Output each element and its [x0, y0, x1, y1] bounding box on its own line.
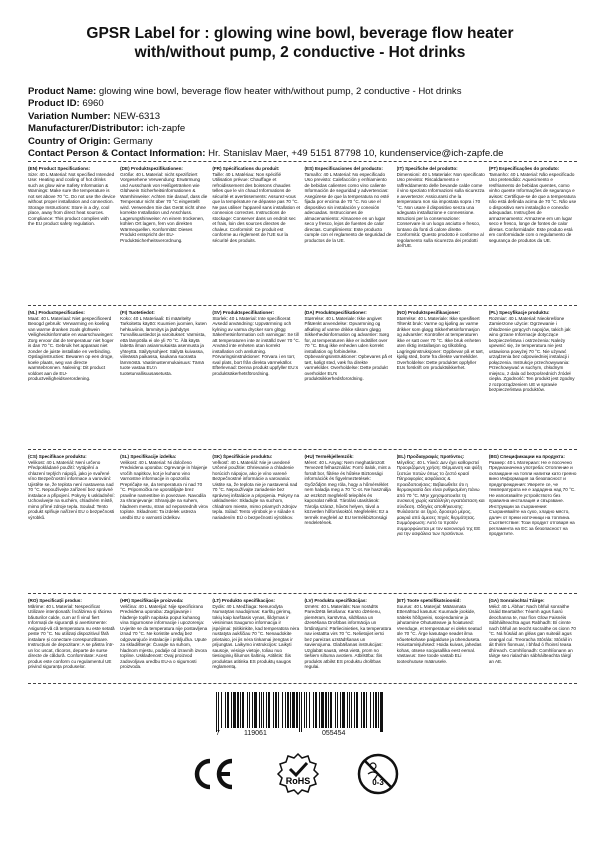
svg-text:0-3: 0-3 [372, 778, 384, 787]
spec-block-hr [120, 598, 208, 734]
spec-heading: (ES) Especificaciones del producto: [304, 166, 383, 171]
barcode-bar [216, 692, 217, 732]
spec-block-en [28, 166, 116, 302]
info-contact [28, 148, 588, 160]
spec-heading: (DE) Produktspezifikationen: [120, 166, 183, 171]
barcode-bar [321, 692, 324, 728]
barcode-bar [254, 692, 257, 728]
product-info [28, 86, 588, 160]
page-title: GPSR Label for : glowing wine bowl, beverage flow heater with/without pump, 2 conductive - Hot drinks [86, 25, 514, 61]
barcode-bar [292, 692, 295, 728]
spec-heading: (PL) Specyfikacje produktu: [488, 310, 550, 315]
barcode-bar [259, 692, 260, 728]
spec-row-1 [28, 166, 577, 302]
spec-heading: (EN) Product Specifications: [28, 166, 91, 171]
barcode-bar [266, 692, 267, 728]
spec-text: Størrelse: 40 L Materiale: Ikke angivet Påtænkt anvendelse: Opvarmning og afkøling af varme drikke såsom gløgg Sikkerhedsinformation og advarsler: Sørg for, at temperaturen ikke er indstillet over 70 °C. Brug ikke enheden uden korrekt installation og forbindelse. Opbevaringsinstruktioner: Opbevares på et tørt, køligt sted, væk fra direkte varmekilder. Overholdelse: Dette produkt overholder EU's produktsikkerhedsforordning. [304, 315, 393, 381]
spec-heading: (IT) Specifiche del prodotto: [396, 166, 458, 171]
spec-text: Suurus: 40 L Materjal: Määramata Ettenähtud kasutus: Kuumade jookide, näiteks hõõgveini, soojendamine ja jahutamine Ohutusteave ja hoiatused: Veenduge, et temperatuur ei oleks seatud üle 70 °C. Ärge kasutage seadet ilma nõuetekohase paigalduse ja ühenduseta. Hoiustamisjuhised: Hoida kuivas, jahedas kohas, otsese soojusallika eest eemal. Vastavus: See toode vastab ELi tooteohutuse määrusele. [396, 603, 482, 664]
barcode-bar [247, 692, 248, 728]
spec-text: Velikost: 40 L Materiál: Není určeno Předpokládané použití: Vytápění a chlazení teplých nápojů, jako je svařené víno Bezpečnostní informace a varování: Ujistěte se, že teplota není nastavena nad 70 °C. Nepoužívejte zařízení bez správné instalace a připojení. Pokyny k uskladnění: Uchovávejte na suchém, chladném místě, mimo přímé zdroje tepla. Soulad: Tento produkt splňuje nařízení EU o bezpečnosti výrobků. [28, 459, 115, 520]
spec-heading: (LV) Produkta specifikācijas: [304, 598, 367, 603]
spec-block-et [397, 598, 485, 734]
spec-text: Maat: 40 L Materiaal: Niet gespecificeerd Beoogd gebruik: Verwarming en koeling van warme dranken zoals glühwein Veiligheidsinformatie en waarschuwingen: Zorg ervoor dat de temperatuur niet hoger is dan 70 °C. Gebruik het apparaat niet zonder de juiste installatie en verbinding. Opslaginstructies: Bewaren op een droge, koele plaats, weg van directe warmtebronnen. Naleving: Dit product voldoet aan de EU-productveiligheidsverordening. [28, 315, 114, 381]
spec-heading: (LT) Produkto specifikacijos: [212, 598, 276, 603]
barcode-bar [227, 692, 229, 728]
spec-block-sl [120, 454, 208, 590]
barcode-bar [249, 692, 250, 728]
barcode-bar [354, 692, 355, 728]
spec-block-da [304, 310, 392, 446]
info-variation-number [28, 111, 588, 123]
spec-text: Taille: 40 L Matériau: Non spécifié Utilisation prévue: Chauffage et refroidissement des boissons chaudes telles que le vin chaud Informations de sécurité et avertissements: Assurez-vous que la température ne dépasse pas 70 °C. Ne pas utiliser l'appareil sans installation et connexion correctes. Instructions de stockage: Conserver dans un endroit sec et frais, loin des sources directes de chaleur. Conformité: Ce produit est conforme au règlement de l'UE sur la sécurité des produits. [212, 171, 301, 243]
info-key: Country of Origin: [28, 135, 111, 147]
spec-heading: (GA) Sonraíochtaí Táirge: [488, 598, 545, 603]
barcode-bar [309, 692, 310, 728]
spec-heading: (HU) Termékjellemzők: [304, 454, 354, 459]
barcode-digits [210, 730, 390, 740]
barcode-bar [363, 692, 365, 728]
barcode-bar [233, 692, 236, 728]
barcode-bar [237, 692, 239, 728]
spec-text: Méret: 40 L Anyag: Nem meghatározott Tervezett felhasználás: Forró italok, mint a forralt bor, fűtése és hűtése Biztonsági információk és figyelmeztetések: Győződjön meg róla, hogy a hőmérséklet nem haladja meg a 70 °C-ot. Ne használja az eszközt megfelelő telepítés és kapcsolat nélkül. Tárolási utasítások: Tárolja száraz, hűvös helyen, távol a közvetlen hőforrásoktól. Megfelelés: Ez a termék megfelel az EU termékbiztonsági rendeletének. [304, 459, 391, 525]
barcode-bar [337, 692, 338, 728]
spec-text: Размер: 40 L Материал: Не е посочено Предназначена употреба: Отопление и охлаждане на топли напитки като греяно вино Информация за безопасност и предупреждения: Уверете се, че температурата не е зададена над 70 °C. Не използвайте устройството без правилна инсталация и свързване. Инструкции за съхранение: Съхранявайте на сухо, хладно място, далеч от преки източници на топлина. Съответствие: Този продукт отговаря на регламента на ЕС за безопасност на продуктите. [488, 459, 577, 536]
barcode-bar [306, 692, 307, 728]
barcode-bar [301, 692, 302, 732]
barcode-bar [340, 692, 341, 728]
barcode-bar [375, 692, 377, 728]
barcode-bar [361, 692, 362, 728]
spec-heading: (PT) Especificações do produto: [488, 166, 560, 171]
barcode-bar [315, 692, 317, 728]
spec-text: Rozmiar: 40 L Materiał: Nieokreślone Zamierzone użycie: Ogrzewanie i chłodzenie gorących napojów, takich jak wino grzane Informacje dotyczące bezpieczeństwa i ostrzeżenia: Należy upewnić się, że temperatura nie jest ustawiona powyżej 70 °C. Nie używać urządzenia bez odpowiedniej instalacji i połączenia. Instrukcje przechowywania: Przechowywać w suchym, chłodnym miejscu, z dala od bezpośrednich źródeł ciepła. Zgodność: Ten produkt jest zgodny z rozporządzeniem UE w sprawie bezpieczeństwa produktów. [488, 315, 575, 392]
spec-heading: (CS) Specifikace produktu: [28, 454, 87, 459]
barcode-bar [221, 692, 222, 728]
info-country [28, 136, 588, 148]
barcode-bar [263, 692, 264, 728]
barcode-bar [252, 692, 253, 728]
spec-heading: (SK) Špecifikácie produktu: [212, 454, 273, 459]
barcode-bar [261, 692, 262, 728]
spec-text: Veľkosť: 40 L Materiál: Nie je uvedené Určené použitie: Ohrievanie a chladenie horúcich nápojov, ako je víno varené Bezpečnostné informácie a varovania: Uistite sa, že teplota nie je nastavená nad 70 °C. Nepoužívajte zariadenie bez správnej inštalácie a pripojenia. Pokyny na uskladnenie: Skladujte na suchom, chladnom mieste, mimo priamych zdrojov tepla. Súlad: Tento výrobok je v súlade s nariadením EÚ o bezpečnosti výrobkov. [212, 459, 300, 520]
info-value: glowing wine bowl, beverage flow heater with/without pump, 2 conductive - Hot drinks [98, 86, 462, 97]
spec-text: Izmērs: 40 L Materiāls: Nav norādīts Paredzētā lietošana: Karsto dzērienu, piemēram, karstvīna, sildīšana un dzesēšana Drošības informācija un brīdinājumi: Pārliecinieties, ka temperatūra nav iestatīta virs 70 °C. Nelietojiet ierīci bez pareizas uzstādīšanas un savienojuma. Glabāšanas instrukcijas: Uzglabāt sausā, vēsā vietā, prom no tiešiem siltuma avotiem. Atbilstība: Šis produkts atbilst ES produktu drošības regulai. [304, 603, 392, 669]
barcode-bar [373, 692, 374, 728]
info-key: Product ID: [28, 98, 80, 110]
spec-block-fi [120, 310, 208, 446]
barcode-bar [330, 692, 332, 728]
barcode-bar [366, 692, 367, 728]
no-child-under-3-icon [356, 752, 400, 796]
barcode-bar [349, 692, 350, 728]
barcode-bar [347, 692, 348, 728]
barcode-bar [285, 692, 286, 728]
spec-block-no [397, 310, 485, 446]
barcode-bar [225, 692, 226, 728]
barcode-bar [287, 692, 289, 728]
spec-block-el [397, 454, 485, 590]
spec-text: Mărime: 40 L Material: Nespecificat Utilizare intenționată: Încălzirea și răcirea băuturilor calde, cum ar fi vinul fiert Informații de siguranță și avertismente: Asigurați-vă că temperatura nu este setată peste 70 °C. Nu utilizați dispozitivul fără instalare și conectare corespunzătoare. Instrucțiuni de depozitare: A se păstra într-un loc uscat, răcoros, departe de surse directe de căldură. Conformitate: Acest produs este conform cu regulamentul UE privind siguranța produselor. [28, 603, 115, 669]
divider [28, 593, 577, 594]
barcode-bar [370, 692, 371, 728]
spec-block-it [397, 166, 485, 302]
spec-row-2 [28, 310, 577, 446]
barcode-bar [268, 692, 270, 728]
barcode-bar [335, 692, 336, 728]
barcode-bar [328, 692, 329, 728]
barcode-bar [356, 692, 358, 728]
ce-mark-icon [190, 756, 234, 792]
spec-block-fr [212, 166, 300, 302]
barcode-bar [325, 692, 327, 728]
spec-block-ro [28, 598, 116, 734]
spec-block-es [304, 166, 392, 302]
barcode-bar [380, 692, 383, 732]
barcode-bar [218, 692, 219, 732]
info-manufacturer [28, 123, 588, 135]
info-key: Product Name: [28, 86, 97, 97]
barcode-bar [299, 692, 300, 732]
spec-heading: (SV) Produktspecifikationer: [212, 310, 275, 315]
barcode-bar [319, 692, 320, 728]
spec-block-de [120, 166, 208, 302]
spec-heading: (DA) Produktspecifikationer: [304, 310, 367, 315]
spec-block-pt [489, 166, 577, 302]
divider [28, 161, 577, 162]
spec-block-pl [489, 310, 577, 446]
barcode-bar [290, 692, 291, 728]
spec-text: Storlek: 40 L Material: Inte specificerat Avsedd användning: Uppvärmning och kylning av varma drycker som glögg Säkerhetsinformation och varningar: Se till att temperaturen inte är inställd över 70 °C. Använd inte enheten utan korrekt installation och anslutning. Förvaringsinstruktioner: Förvara i en torr, sval plats, bort från direkta värmekällor. Efterlevnad: Denna produkt uppfyller EU:s produktsäkerhetsförordning. [212, 315, 300, 376]
spec-text: Size: 40 L Material: Not specified Intended Use: Heating and cooling of hot drinks such as glow wine Safety Information & Warnings: Make sure the temperature is not set above 70 °C. Do not use the device without proper installation and connection. Storage Instructions: Store in a dry, cool place, away from direct heat sources. Compliance: This product complies with the EU product safety regulation. [28, 171, 116, 226]
barcode-bar [240, 692, 241, 728]
spec-heading: (SL) Specifikacije izdelka: [120, 454, 177, 459]
barcode-digit-prefix: 7 [216, 730, 220, 737]
divider [28, 449, 577, 450]
spec-heading: (ET) Toote spetsifikatsioonid: [396, 598, 461, 603]
rohs-compliant-icon [276, 752, 320, 796]
barcode-bar [378, 692, 379, 728]
spec-text: Størrelse: 40 L Materiale: Ikke spesifisert Tiltenkt bruk: Varme og kjøling av varme drikker som gløgg Sikkerhetsinformasjon og advarsler: Kontroller at temperaturen ikke er satt over 70 °C. Ikke bruk enheten uten riktig installasjon og tilkobling. Lagringsinstruksjoner: Oppbevar på et tørt, kjølig sted, borte fra direkte varmekilder. Overholdelse: Dette produktet oppfyller EUs forskrift om produktsikkerhet. [396, 315, 484, 370]
barcode-bar [278, 692, 279, 728]
spec-text: Größe: 40 L Material: nicht spezifiziert Vorgesehene Verwendung: Erwärmung und Ausschank von Heißgetränken wie Glühwein Sicherheitsinformationen & Warnhinweise: Achten Sie darauf, dass die Temperatur nicht über 70 °C eingestellt wird. Verwenden Sie das Gerät nicht ohne korrekte Installation und Anschluss. Lagerungshinweise: An einem trockenen, kühlen Ort lagern, fern von direkten Wärmequellen. Konformität: Dieses Produkt entspricht der EU-Produktsicherheitsverordnung. [120, 171, 208, 243]
info-key: Variation Number: [28, 110, 111, 122]
spec-text: Tamanho: 40 L Material: Não especificado Uso pretendido: Aquecimento e resfriamento de bebidas quentes, como vinho quente Informações de segurança e avisos: Certifique-se de que a temperatura não está definida acima de 70 °C. Não use o dispositivo sem instalação e conexão adequadas. Instruções de armazenamento: Armazene em um lugar seco e fresco, longe de fontes de calor diretas. Conformidade: Este produto está em conformidade com o regulamento de segurança de produtos da UE. [488, 171, 577, 243]
spec-text: Koko: 40 L Materiaali: Ei määritelty Tarkoitettu käyttö: Kuumien juomien, kuten hehkuviinin, lämmitys ja jäähdytys Turvallisuustiedot ja varoitukset: Varmista, että lämpötila ei ole yli 70 °C. Älä käytä laitetta ilman asianmukaista asennusta ja yhteyttä. Säilytysohjeet: Säilytä kuivassa, viileässä paikassa, kaukana suorasta lämmöstä. Vaatimustenmukaisuus: Tämä tuote vastaa EU:n tuoteturvallisuusasetusta. [120, 315, 207, 376]
barcode-bar [351, 692, 352, 728]
divider [28, 305, 577, 306]
spec-heading: (FR) Spécifications du produit: [212, 166, 280, 171]
spec-block-bg [489, 454, 577, 590]
barcode-bar [304, 692, 305, 728]
svg-text:RoHS: RoHS [285, 776, 311, 786]
barcode-bar [342, 692, 345, 728]
barcode-bar [231, 692, 232, 728]
spec-block-cs [28, 454, 116, 590]
spec-text: Veličina: 40 L Materijal: Nije specificirano Predviđena uporaba: Zagrijavanje i hlađenje toplih napitaka poput kuhanog vina Sigurnosne informacije i upozorenja: Uvjerite se da temperatura nije postavljena iznad 70 °C. Ne koristite uređaj bez odgovarajuće instalacije i priključka. Upute za skladištenje: Čuvajte na suhom, hladnom mjestu, podalje od izravnih izvora topline. Usklađenost: Ovaj proizvod zadovoljava uredbu EU-a o sigurnosti proizvoda. [120, 603, 208, 669]
spec-heading: (NO) Produktspesifikasjoner: [396, 310, 461, 315]
ean-barcode [214, 692, 386, 732]
spec-block-nl [28, 310, 116, 446]
spec-heading: (NL) Productspecificaties: [28, 310, 85, 315]
barcode-bar [296, 692, 298, 728]
spec-row-3 [28, 454, 577, 590]
barcode-bar [282, 692, 283, 728]
spec-block-sv [212, 310, 300, 446]
spec-text: Tamaño: 40 L Material: No especificado Uso previsto: Calefacción y enfriamiento de bebidas calientes como vino caliente Información de seguridad y advertencias: Asegúrese de que la temperatura no esté fijada por encima de 70 °C. No use el dispositivo sin instalación y conexión adecuadas. Instrucciones de almacenamiento: Almacene en un lugar seco y fresco, lejos de fuentes de calor directas. Cumplimiento: Este producto cumple con el reglamento de seguridad de productos de la UE. [304, 171, 392, 243]
spec-text: Dimensioni: 40 L Materiale: Non specificato Uso previsto: Riscaldamento e raffreddamento delle bevande calde come il vino speziato Informazioni sulla sicurezza e avvertenze: Assicurarsi che la temperatura non sia impostata sopra i 70 °C. Non usare il dispositivo senza una adeguata installazione e connessione. Istruzioni per la conservazione: Conservare in un luogo asciutto e fresco, lontano da fonti di calore dirette. Conformità: Questo prodotto è conforme al regolamento sulla sicurezza dei prodotti dell'UE. [396, 171, 485, 248]
spec-heading: (HR) Specifikacije proizvoda: [120, 598, 184, 603]
info-value: ich-zapfe [146, 123, 186, 135]
barcode-digits-left: 119061 [244, 730, 267, 737]
spec-heading: (BG) Спецификации на продукта: [488, 454, 565, 459]
barcode-bar [273, 692, 274, 728]
spec-heading: (RO) Specificații produs: [28, 598, 82, 603]
spec-text: Velikost: 40 L Material: Ni določeno Predvidena uporaba: Ogrevanje in hlajenje vročih napitkov, kot je kuhano vino Varnostne informacije in opozorila: Prepričajte se, da temperatura ni nad 70 °C. Pripomočka ne uporabljajte brez pravilne namestitve in povezave. Navodila za shranjevanje: Shranjujte na suhem, hladnem mestu, stran od neposrednih virov toplote. Skladnost: Ta izdelek ustreza uredbi EU o varnosti izdelkov. [120, 459, 209, 520]
barcode-digits-right: 055454 [322, 730, 346, 737]
info-product-id [28, 98, 588, 110]
info-value: NEW-6313 [113, 110, 161, 122]
info-value: Hr. Stanislav Maer, +49 5151 87798 10, kundenservice@ich-zapfe.de [208, 148, 504, 160]
spec-block-hu [304, 454, 392, 590]
barcode-bar [242, 692, 244, 728]
info-product-name [28, 86, 588, 98]
spec-heading: (FI) Tuotetiedot: [120, 310, 155, 315]
divider [28, 683, 577, 684]
spec-text: Méid: 40 L Ábhar: Nach bhfuil sonraithe Úsáid Beartaithe: Téamh agus fuarú deochanna te, mar fíon Glow Faisnéis Sábháilteachta agus Rabhadh: Bí cinnte nach bhfuil an teocht socraithe os cionn 70 °C. Ná húsáid an gléas gan suiteáil agus ceangal cuí. Treoracha Stórála: Stóráil in áit thirim fionnuar, i bhfad ó fhoinsí teasa dhíreach. Comhlíonadh: Comhlíonann an táirge seo rialachán sábháilteachta táirgí an AE. [488, 603, 576, 664]
barcode-bar [275, 692, 277, 728]
spec-text: Dydis: 40 L Medžiaga: Nenurodyta Numatytas naudojimas: Karštų gėrimų, tokių kaip karštasis vynas, šildymas ir vėsinimas Saugumo informacija ir įspėjimai: Įsitikinkite, kad temperatūra nėra nustatyta aukščiau 70 °C. Nenaudokite prietaiso, jei jis nėra tinkamai įrengtas ir prijungtas. Laikymo instrukcijos: Laikyti sausoje, vėsioje vietoje, toliau nuo tiesioginių šilumos šaltinių. Atitiktis: Šis produktas atitinka ES produktų saugos reglamentą. [212, 603, 300, 669]
info-key: Contact Person & Contact Information: [28, 148, 206, 160]
spec-block-sk [212, 454, 300, 590]
spec-block-ga [489, 598, 577, 734]
spec-text: Μέγεθος: 40 L Υλικό: Δεν έχει καθοριστεί Προοριζόμενη χρήση: Θέρμανση και ψύξη ζεστών ποτών όπως το ζεστό κρασί Πληροφορίες ασφάλειας & προειδοποιήσεις: Βεβαιωθείτε ότι η θερμοκρασία δεν είναι ρυθμισμένη πάνω από 70 °C. Μην χρησιμοποιείτε τη συσκευή χωρίς κατάλληλη εγκατάσταση και σύνδεση. Οδηγίες αποθήκευσης: Φυλάσσετε σε ξηρό, δροσερό μέρος, μακριά από άμεσες πηγές θερμότητας. Συμμόρφωση: Αυτό το προϊόν συμμορφώνεται με τον κανονισμό της ΕΕ για την ασφάλεια των προϊόντων. [396, 459, 485, 536]
info-value: 6960 [82, 98, 104, 110]
info-value: Germany [113, 135, 153, 147]
info-key: Manufacturer/Distributor: [28, 123, 144, 135]
certification-logos [0, 752, 600, 802]
spec-heading: (EL) Προδιαγραφές προϊόντος: [396, 454, 465, 459]
barcode-bar [313, 692, 314, 728]
